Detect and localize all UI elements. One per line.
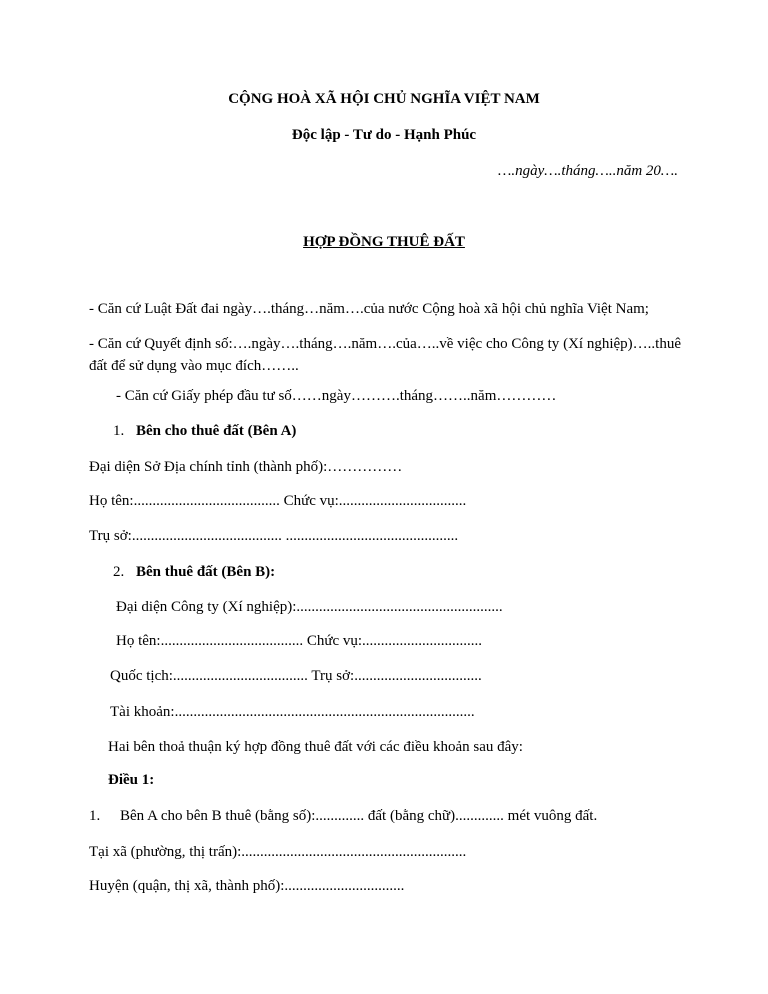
motto: Độc lập - Tư do - Hạnh Phúc xyxy=(291,127,477,143)
article-1-heading: Điều 1: xyxy=(108,772,155,788)
agreement-statement: Hai bên thoả thuận ký hợp đồng thuê đất với các điều khoản sau đây: xyxy=(108,739,523,755)
basis-license: - Căn cứ Giấy phép đầu tư số……ngày……….tháng……..năm………… xyxy=(116,388,557,404)
party-b-account: Tài khoản:................................................................................ xyxy=(110,704,475,720)
party-a-name-title: Họ tên:....................................... Chức vụ:.................................. xyxy=(89,493,467,509)
party-b-heading: Bên thuê đất (Bên B): xyxy=(136,564,276,580)
article-1-commune: Tại xã (phường, thị trấn):............................................................ xyxy=(89,844,467,860)
document-title: HỢP ĐỒNG THUÊ ĐẤT xyxy=(303,234,465,250)
party-a-rep: Đại diện Sở Địa chính tỉnh (thành phố):…………… xyxy=(89,459,403,475)
basis-law: - Căn cứ Luật Đất đai ngày….tháng…năm….của nước Cộng hoà xã hội chủ nghĩa Việt Nam; xyxy=(89,301,649,317)
party-a-number: 1. xyxy=(113,423,125,439)
party-b-name-title: Họ tên:...................................... Chức vụ:................................ xyxy=(116,633,483,649)
article-1-district: Huyện (quận, thị xã, thành phố):................................ xyxy=(89,878,405,894)
nation-heading: CỘNG HOÀ XÃ HỘI CHỦ NGHĨA VIỆT NAM xyxy=(228,91,540,107)
date-line: ….ngày….tháng…..năm 20…. xyxy=(497,163,678,179)
party-a-office: Trụ sở:........................................ .............................................. xyxy=(89,528,459,544)
article-1-item-text: Bên A cho bên B thuê (bằng số):............. đất (bằng chữ)............. mét vuông đất. xyxy=(120,808,598,824)
article-1-item-number: 1. xyxy=(89,808,101,824)
basis-decision: - Căn cứ Quyết định số:….ngày….tháng….năm….của…..về việc cho Công ty (Xí nghiệp)…..thuê đất để sử dụng vào mục đích…….. xyxy=(89,336,681,374)
party-b-nationality-office: Quốc tịch:.................................... Trụ sở:.................................. xyxy=(110,668,482,684)
party-a-heading: Bên cho thuê đất (Bên A) xyxy=(136,423,297,439)
party-b-rep: Đại diện Công ty (Xí nghiệp):....................................................... xyxy=(116,599,503,615)
party-b-number: 2. xyxy=(113,564,125,580)
